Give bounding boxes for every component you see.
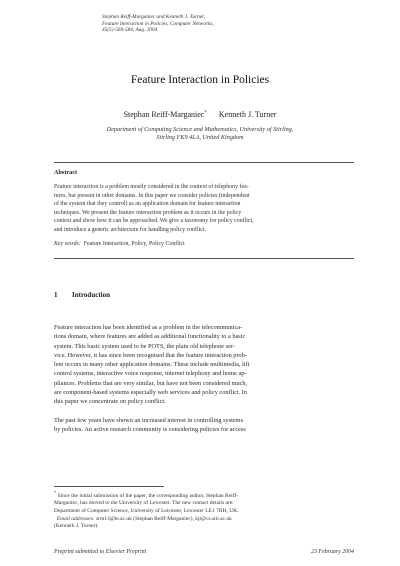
abstract-bottom-rule — [54, 258, 354, 259]
abstract-line: of the system that they control) as an application domain for feature interaction — [54, 201, 241, 208]
citation-header — [102, 14, 302, 34]
footnote-mark: * — [54, 490, 57, 495]
paragraph-line: by policies. An active research community is considering policies for access — [54, 426, 246, 434]
author-name: Stephan Reiff-Marganiec — [123, 110, 205, 119]
paragraph-line: system. This basic system used to be POTS, the plain old telephone ser- — [54, 342, 235, 350]
abstract-line: tures, but present in other domains. In this paper we consider policies (independent — [54, 192, 250, 199]
paragraph-line: control systems, interactive voice response, internet telephony and home ap- — [54, 370, 247, 378]
paragraph-line: tions domain, where features are added as additional functionality to a basic — [54, 333, 246, 341]
abstract-line: techniques. We present the feature interaction problem as it occurs in the policy — [54, 209, 242, 216]
author-list — [0, 110, 400, 119]
abstract-body — [54, 183, 354, 235]
affiliation-line: Stirling FK9 4LA, United Kingdom — [156, 134, 244, 142]
paragraph-line: this paper we concentrate on policy conflict. — [54, 398, 166, 406]
email-addresses: srm13@le.ac.uk (Stephan Reiff-Marganiec), kjt@cs.stir.ac.uk — [95, 515, 232, 522]
abstract-heading: Abstract — [54, 169, 78, 176]
paragraph-line: Feature interaction has been identified as a problem in the telecommunica- — [54, 324, 243, 331]
keywords-label: Key words: — [54, 241, 81, 247]
abstract-line: Feature interaction is a problem mostly considered in the context of telephony fea- — [54, 184, 249, 190]
citation-line: Feature Interaction in Policies, Computer Networks, — [102, 20, 214, 27]
paragraph-line: vice. However, it has since been recognised that the feature interaction prob- — [54, 351, 247, 359]
paragraph-line: pliances. Problems that are very similar, but have not been considered much, — [54, 379, 248, 387]
footnote-mark: * — [204, 110, 207, 116]
abstract-top-rule — [54, 162, 354, 163]
citation-line: Stephan Reiff-Marganiec and Kenneth J. Turner, — [102, 14, 205, 20]
paragraph-line: are component-based systems especially web services and policy conflict. In — [54, 389, 248, 397]
section-title: Introduction — [72, 291, 110, 299]
paragraph — [54, 323, 354, 407]
citation-line: 45(5):569-584, Aug. 2004 — [102, 27, 158, 34]
paragraph-line: The past few years have shown an increased interest in controlling systems — [54, 417, 244, 424]
footer-date: 23 February 2004 — [311, 549, 354, 555]
keywords-list: Feature Interaction, Policy, Policy Conflict — [83, 241, 185, 247]
footnote-line: Since the initial submission of the paper, the corresponding author, Stephan Reiff- — [57, 492, 239, 499]
affiliation-line: Department of Computing Science and Mathematics, University of Stirling, — [106, 126, 294, 133]
footnote — [54, 489, 354, 531]
section-number: 1 — [54, 291, 58, 299]
footnote-line: Marganiec, has moved to the University of Leicester. The new contact details are: — [54, 500, 234, 507]
paper-title: Feature Interaction in Policies — [130, 74, 270, 86]
footnote-line: Department of Computer Science, University of Leicester, Leicester LE1 7RH, UK. — [54, 508, 239, 515]
keywords — [54, 241, 354, 247]
section-heading — [54, 291, 110, 299]
paragraph — [54, 416, 354, 435]
email-label: Email addresses: — [56, 515, 95, 522]
abstract-line: context and show how it can be approached. We give a taxonomy for policy conflict, — [54, 218, 254, 225]
footnote-rule — [54, 486, 164, 487]
page-footer — [54, 549, 354, 555]
author-name: Kenneth J. Turner — [218, 110, 277, 119]
abstract-line: and introduce a generic architecture for handling policy conflict. — [54, 226, 206, 233]
affiliation — [0, 126, 400, 143]
paragraph-line: lem occurs in many other application domains. These include multimedia, lift — [54, 361, 250, 369]
footnote-line: (Kenneth J. Turner). — [54, 523, 99, 530]
preprint-note: Preprint submitted to Elsevier Preprint — [54, 549, 147, 555]
